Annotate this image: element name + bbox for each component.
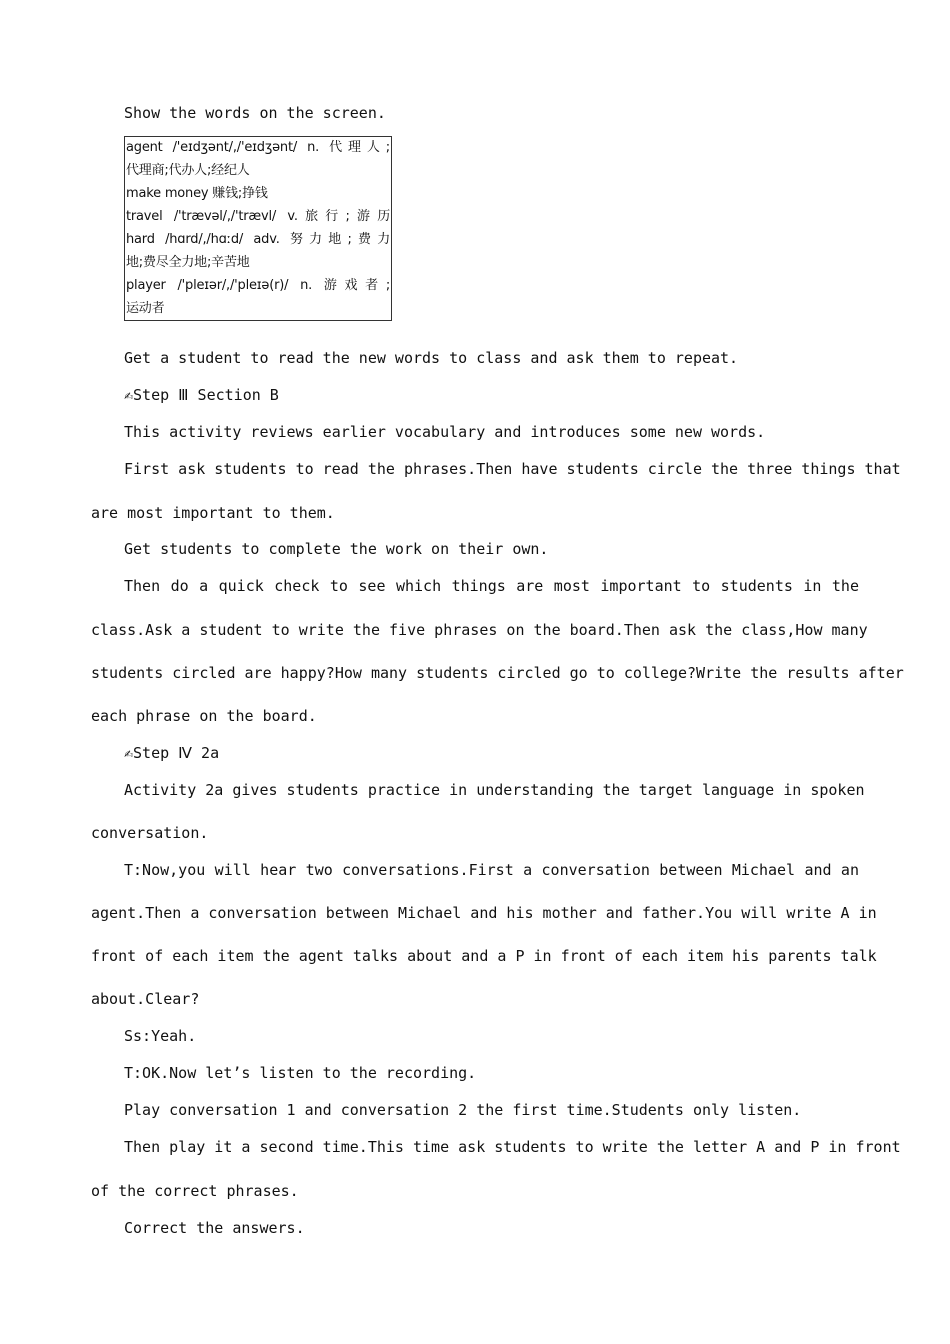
paragraph-line: conversation. bbox=[91, 824, 209, 842]
vocab-line: 代理商;代办人;经纪人 bbox=[126, 163, 250, 178]
paragraph-line: Then play it a second time.This time ask students to write the letter A and P in front bbox=[124, 1138, 901, 1156]
instruction-text: Get a student to read the new words to class and ask them to repeat. bbox=[124, 349, 739, 367]
paragraph-line: of the correct phrases. bbox=[91, 1182, 299, 1200]
paragraph-line: First ask students to read the phrases.Then have students circle the three things that bbox=[124, 460, 901, 478]
paragraph-line: agent.Then a conversation between Michael and his mother and father.You will write A in bbox=[91, 904, 877, 922]
vocab-line: hard /hɑrd/,/hɑːd/ adv. 努力地;费力 bbox=[126, 232, 390, 247]
paragraph-line: students circled are happy?How many students circled go to college?Write the results after bbox=[91, 664, 904, 682]
vocabulary-box bbox=[124, 136, 392, 321]
paragraph-line: Correct the answers. bbox=[124, 1219, 305, 1237]
vocab-line: travel /'trævəl/,/'trævl/ v.旅行;游历 bbox=[126, 209, 390, 224]
paragraph-line: Then do a quick check to see which things are most important to students in the bbox=[124, 577, 859, 595]
paragraph-line: Activity 2a gives students practice in understanding the target language in spoken bbox=[124, 781, 865, 799]
step3-heading bbox=[124, 385, 279, 405]
paragraph-line: are most important to them. bbox=[91, 504, 335, 522]
paragraph-line: Ss:Yeah. bbox=[124, 1027, 197, 1045]
step3-intro: This activity reviews earlier vocabulary and introduces some new words. bbox=[124, 423, 766, 441]
writing-hand-icon: ✍ bbox=[124, 386, 134, 404]
vocab-line: 运动者 bbox=[126, 301, 165, 316]
paragraph-line: T:Now,you will hear two conversations.First a conversation between Michael and an bbox=[124, 861, 859, 879]
vocab-line: agent /'eɪdʒənt/,/'eɪdʒənt/ n. 代理人; bbox=[126, 140, 390, 155]
paragraph-line: Get students to complete the work on their own. bbox=[124, 540, 549, 558]
paragraph-line: front of each item the agent talks about and a P in front of each item his parents talk bbox=[91, 947, 877, 965]
paragraph-line: Play conversation 1 and conversation 2 the first time.Students only listen. bbox=[124, 1101, 802, 1119]
vocab-line: player /'pleɪər/,/'pleɪə(r)/ n. 游戏者; bbox=[126, 278, 390, 293]
writing-hand-icon: ✍ bbox=[124, 744, 134, 762]
paragraph-line: about.Clear? bbox=[91, 990, 200, 1008]
step4-heading bbox=[124, 743, 219, 763]
show-words-text: Show the words on the screen. bbox=[124, 104, 386, 122]
paragraph-line: T:OK.Now let’s listen to the recording. bbox=[124, 1064, 477, 1082]
step4-heading-text: Step Ⅳ 2a bbox=[133, 744, 220, 762]
vocab-line: make money 赚钱;挣钱 bbox=[126, 186, 268, 201]
paragraph-line: class.Ask a student to write the five phrases on the board.Then ask the class,How many bbox=[91, 621, 868, 639]
paragraph-line: each phrase on the board. bbox=[91, 707, 317, 725]
vocab-line: 地;费尽全力地;辛苦地 bbox=[126, 255, 250, 270]
step3-heading-text: Step Ⅲ Section B bbox=[133, 386, 279, 404]
